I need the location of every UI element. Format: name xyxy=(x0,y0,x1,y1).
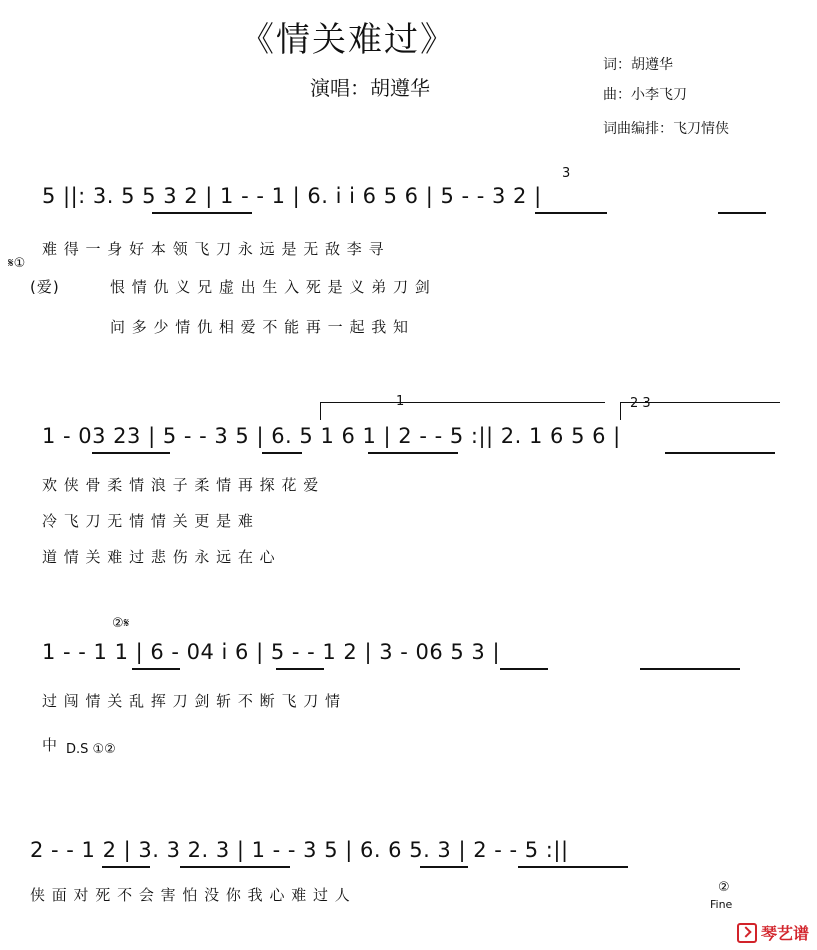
lyric-line-1-1: 难 得 一 身 好 本 领 飞 刀 永 远 是 无 敌 李 寻 xyxy=(42,240,385,258)
song-title: 《情关难过》 xyxy=(240,20,456,60)
segno-mark: 𝄋① xyxy=(8,256,26,271)
fine-label: Fine xyxy=(710,898,733,911)
beam-line xyxy=(518,866,628,868)
notation-line-4: 2 - - 1 2 | 3. 3 2. 3 | 1 - - 3 5 | 6. 6 5. 3 | 2 - - 5 :|| xyxy=(30,838,569,862)
notation-line-3: 1 - - 1 1 | 6 - 04 i 6 | 5 - - 1 2 | 3 - 06 5 3 | xyxy=(42,640,501,664)
volta-2-label: 2 3 xyxy=(630,396,651,411)
beam-line xyxy=(420,866,468,868)
logo-icon xyxy=(737,923,757,943)
triplet-mark: 3 xyxy=(562,166,571,181)
beam-line xyxy=(180,866,290,868)
fine-circle-mark: ② xyxy=(718,880,730,895)
beam-line xyxy=(535,212,607,214)
volta-1-label: 1 xyxy=(396,394,405,409)
notation-line-2: 1 - 03 23 | 5 - - 3 5 | 6. 5 1 6 1 | 2 - - 5 :|| 2. 1 6 5 6 | xyxy=(42,424,621,448)
beam-line xyxy=(92,452,170,454)
lyric-line-1-3: 问 多 少 情 仇 相 爱 不 能 再 一 起 我 知 xyxy=(110,318,409,336)
watermark-text: 琴艺谱 xyxy=(760,924,809,943)
beam-line xyxy=(102,866,150,868)
beam-line xyxy=(665,452,775,454)
volta-bracket-1 xyxy=(320,402,605,403)
lyric-line-3-1: 过 闯 情 关 乱 挥 刀 剑 斩 不 断 飞 刀 情 xyxy=(42,692,341,710)
beam-line xyxy=(262,452,302,454)
beam-line xyxy=(368,452,458,454)
lyric-line-1-2: 恨 情 仇 义 兄 虚 出 生 入 死 是 义 弟 刀 剑 xyxy=(110,278,431,296)
lyric-line-2-1: 欢 侠 骨 柔 情 浪 子 柔 情 再 探 花 爱 xyxy=(42,476,320,494)
paren-lyric: (爱) xyxy=(30,278,60,296)
lyric-line-2-2: 冷 飞 刀 无 情 情 关 更 是 难 xyxy=(42,512,254,530)
singer-credit: 演唱：胡遵华 xyxy=(310,76,430,100)
beam-line xyxy=(276,668,324,670)
lyric-line-3-2: 中 xyxy=(42,736,59,754)
volta-bracket-2-edge xyxy=(620,402,621,420)
beam-line xyxy=(640,668,740,670)
watermark xyxy=(737,921,809,944)
coda-mark: ②𝄋 xyxy=(112,616,130,631)
beam-line xyxy=(152,212,252,214)
lyric-line-4-1: 侠 面 对 死 不 会 害 怕 没 你 我 心 难 过 人 xyxy=(30,886,351,904)
beam-line xyxy=(500,668,548,670)
notation-line-1: 5 ||: 3. 5 5 3 2 | 1 - - 1 | 6. i i 6 5 6 | 5 - - 3 2 | xyxy=(42,184,542,208)
arranger-credit: 词曲编排：飞刀情侠 xyxy=(603,121,729,137)
ds-mark: D.S ①② xyxy=(66,742,116,757)
beam-line xyxy=(718,212,766,214)
composer-credit: 曲：小李飞刀 xyxy=(603,87,687,103)
lyricist-credit: 词：胡遵华 xyxy=(603,57,673,73)
lyric-line-2-3: 道 情 关 难 过 悲 伤 永 远 在 心 xyxy=(42,548,276,566)
volta-bracket-1-edge xyxy=(320,402,321,420)
beam-line xyxy=(132,668,180,670)
